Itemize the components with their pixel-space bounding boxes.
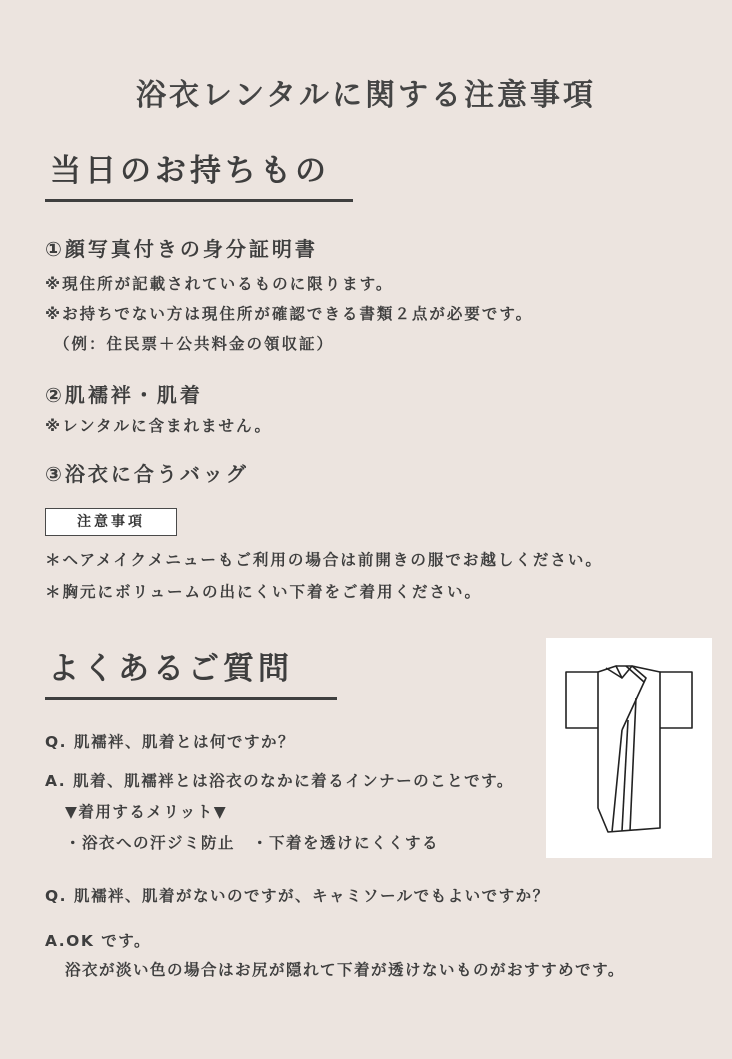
item-bag: ③浴衣に合うバッグ	[45, 462, 249, 486]
item-underwear: ②肌襦袢・肌着	[45, 383, 203, 407]
note-line: ※レンタルに含まれません。	[45, 417, 272, 435]
juban-illustration	[546, 638, 712, 858]
caution-line: ＊ヘアメイクメニューもご利用の場合は前開きの服でお越しください。	[45, 551, 603, 569]
section-rule	[45, 199, 353, 202]
section-rule	[45, 697, 337, 700]
faq-answer-detail: 浴衣が淡い色の場合はお尻が隠れて下着が透けないものがおすすめです。	[65, 961, 625, 979]
note-example: （例：住民票＋公共料金の領収証）	[54, 335, 335, 353]
merit-items: ・浴衣への汗ジミ防止 ・下着を透けにくくする	[65, 834, 440, 852]
faq-answer: A.OK です。	[45, 932, 152, 950]
faq-question: Q. 肌襦袢、肌着とは何ですか？	[45, 733, 295, 751]
merit-title: ▼着用するメリット▼	[65, 803, 228, 821]
faq-answer: A. 肌着、肌襦袢とは浴衣のなかに着るインナーのことです。	[45, 772, 514, 790]
faq-question: Q. 肌襦袢、肌着がないのですが、キャミソールでもよいですか？	[45, 887, 550, 905]
section-heading-belongings: 当日のお持ちもの	[50, 153, 330, 189]
page-title: 浴衣レンタルに関する注意事項	[135, 78, 597, 113]
caution-line: ＊胸元にボリュームの出にくい下着をご着用ください。	[45, 583, 483, 601]
caution-badge: 注意事項	[45, 508, 177, 536]
note-line: ※現住所が記載されているものに限ります。	[45, 275, 394, 293]
juban-garment-icon	[546, 638, 712, 858]
item-id-card: ①顔写真付きの身分証明書	[45, 237, 318, 261]
note-line: ※お持ちでない方は現住所が確認できる書類２点が必要です。	[45, 305, 534, 323]
section-heading-faq: よくあるご質問	[48, 651, 293, 687]
